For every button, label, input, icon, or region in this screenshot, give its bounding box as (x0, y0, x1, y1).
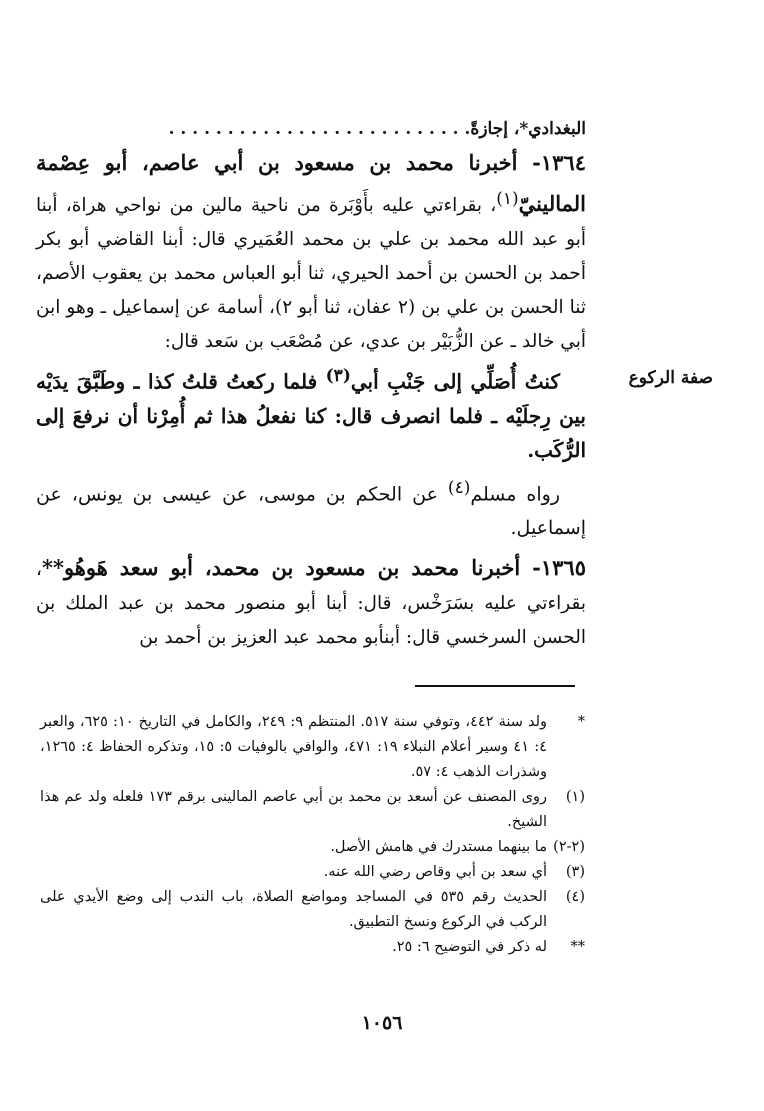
footnote-star (40, 710, 585, 785)
footnote-2 (40, 835, 585, 860)
footnote-ref-4[interactable]: (٤) (447, 477, 471, 498)
footnote-marker: (١) (565, 789, 585, 805)
footnotes (40, 710, 585, 960)
running-header: البغدادي*، إجازةً. . . . . . . . . . . . . . . . . . . . . . . . . . (168, 119, 586, 139)
footnote-marker: (٤) (565, 889, 585, 905)
entry-1365-heading: ١٣٦٥- أخبرنا محمد بن مسعود بن محمد، أبو سعد هَوهُو** (41, 555, 586, 581)
riwaya-part-2: عن الحكم بن موسى، عن عيسى بن يونس، عن إسماعيل. (36, 483, 586, 540)
entry-1365 (36, 551, 586, 655)
footnote-marker: ** (570, 939, 585, 955)
hadith-part-1: كنتُ أُصَلِّي إلى جَنْبِ أبي (350, 369, 560, 394)
footnote-text: له ذكر في التوضيح ٦: ٢٥. (392, 939, 547, 955)
footnote-ref-3[interactable]: (٣) (325, 366, 351, 387)
footnote-double-star (40, 935, 585, 960)
footnote-3 (40, 860, 585, 885)
riwaya-text (36, 471, 586, 545)
footnote-marker: * (577, 714, 585, 730)
footnote-text: ما بينهما مستدرك في هامش الأصل. (330, 839, 547, 855)
footnote-1 (40, 785, 585, 835)
footnote-4 (40, 885, 585, 935)
marginal-heading: صفة الركوع (628, 368, 713, 388)
footnote-text: ولد سنة ٤٤٢، وتوفي سنة ٥١٧. المنتظم ٩: ٢٤٩، والكامل في التاريخ ١٠: ٦٢٥، والعبر ٤: ٤١ وسير أعلام النبلاء ١٩: ٤٧١، والوافي بالوفيات ٥: ١٥، وتذكره الحفاظ ٤: ١٢٦٥، وشذرات الذهب ٤: ٥٧. (40, 714, 547, 780)
entry-1364-heading: ١٣٦٤- أخبرنا محمد بن مسعود بن أبي عاصم، أبو عِصْمة المالينيّ (36, 150, 586, 217)
riwaya-part-1: رواه مسلم (470, 483, 560, 506)
footnote-separator (415, 685, 575, 687)
footnote-text: الحديث رقم ٥٣٥ في المساجد ومواضع الصلاة، باب الندب إلى وضع الأيدي على الركب في الركوع ونسخ التطبيق. (40, 889, 548, 930)
entry-1365-text: ، بقراءتي عليه بسَرَخْس، قال: أبنا أبو منصور محمد بن عبد الملك بن الحسن السرخسي قال: أبنأبو محمد عبد العزيز بن أحمد بن (36, 559, 586, 649)
footnote-marker: (٢-٢) (553, 839, 585, 855)
footnote-text: روى المصنف عن أسعد بن محمد بن أبي عاصم المالينى برقم ١٧٣ فلعله ولد عم هذا الشيخ. (40, 789, 547, 830)
hadith-part-2: فلما ركعتُ قلتُ كذا ـ وطَبَّقَ يدَيْه بين رِجلَيْه ـ فلما انصرف قال: كنا نفعلُ هذا ثم أُمِرْنا أن نرفعَ إلى الرُّكَب. (36, 369, 586, 462)
footnote-ref-1[interactable]: (١) (496, 189, 519, 209)
main-text (36, 112, 586, 655)
entry-1364-text: ، بقراءتي عليه بأَوْبَرة من ناحية مالين من نواحي هراة، أبنا أبو عبد الله محمد بن علي بن محمد العُمَيري قال: أبنا القاضي أبو بكر أحمد بن الحسن بن أحمد الحيري، ثنا أبو العباس محمد بن يعقوب الأصم، ثنا الحسن بن علي بن (٢ عفان، ثنا أبو ٢)، أسامة عن إسماعيل ـ وهو ابن أبي خالد ـ عن الزُّبَيْر بن عدي، عن مُصْعَب بن سَعد قال: (36, 195, 586, 353)
footnote-marker: (٣) (565, 864, 585, 880)
page-number: ١٠٥٦ (361, 1012, 403, 1034)
footnote-text: أي سعد بن أبي وقاص رضي الله عنه. (323, 864, 547, 880)
entry-1364 (36, 146, 586, 359)
hadith-text (36, 359, 586, 467)
